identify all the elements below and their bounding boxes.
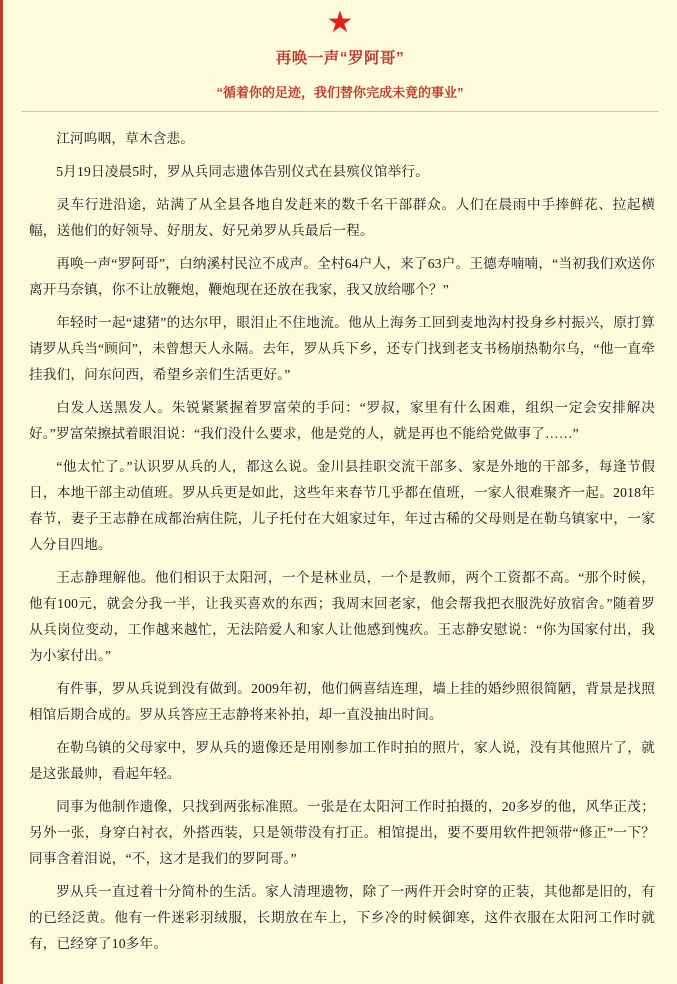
- star-logo-container: [3, 0, 677, 40]
- paragraph: 灵车行进沿途，站满了从全县各地自发赶来的数千名干部群众。人们在晨雨中手捧鲜花、拉起横幅，送他们的好领导、好朋友、好兄弟罗从兵最后一程。: [29, 197, 655, 238]
- paragraph: 5月19日凌晨5时，罗从兵同志遗体告别仪式在县殡仪馆举行。: [56, 164, 430, 179]
- paragraph: 白发人送黑发人。朱锐紧紧握着罗富荣的手问：“罗叔，家里有什么困难，组织一定会安排解决好。”罗富荣擦拭着眼泪说：“我们没什么要求，他是党的人，就是再也不能给党做事了……”: [29, 400, 655, 441]
- paragraph: 再唤一声“罗阿哥”，白纳溪村民泣不成声。全村64户人，来了63户。王德寿喃喃，“当初我们欢送你离开马奈镇，你不让放鞭炮，鞭炮现在还放在我家，我又放给哪个？”: [29, 256, 655, 297]
- paragraph: 江河呜咽，草木含悲。: [56, 131, 195, 146]
- paragraph: 有件事，罗从兵说到没有做到。2009年初，他们俩喜结连理，墙上挂的婚纱照很简陋，背景是找照相馆后期合成的。罗从兵答应王志静将来补拍，却一直没抽出时间。: [29, 681, 655, 722]
- paragraph: 同事为他制作遗像，只找到两张标准照。一张是在太阳河工作时拍摄的，20多岁的他，风华正茂；另外一张，身穿白衬衣，外搭西装，只是领带没有打正。相馆提出，要不要用软件把领带“修正”一下？同事含着泪说，“不，这才是我们的罗阿哥。”: [29, 799, 655, 866]
- paragraph: 年轻时一起“逮猪”的达尔甲，眼泪止不住地流。他从上海务工回到麦地沟村投身乡村振兴，原打算请罗从兵当“顾问”，未曾想天人永隔。去年，罗从兵下乡，还专门找到老支书杨崩热勒尔乌，“他一直牵挂我们，问东问西，希望乡亲们生活更好。”: [29, 315, 655, 382]
- page-title: 再唤一声“罗阿哥”: [275, 50, 405, 67]
- paragraph: “他太忙了。”认识罗从兵的人，都这么说。金川县挂职交流干部多、家是外地的干部多，每逢节假日，本地干部主动值班。罗从兵更是如此，这些年来春节几乎都在值班，一家人很难聚齐一起。2018年春节，妻子王志静在成都治病住院，儿子托付在大姐家过年，年过古稀的父母则是在勒乌镇家中，一家人分目四地。: [29, 459, 655, 552]
- red-star-icon: ★: [326, 6, 354, 39]
- page-subtitle: “循着你的足迹，我们替你完成未竟的事业”: [216, 85, 464, 100]
- article-body: [3, 126, 677, 984]
- paragraph: 罗从兵一直过着十分简朴的生活。家人清理遗物，除了一两件开会时穿的正装，其他都是旧的，有的已经泛黄。他有一件迷彩羽绒服，长期放在车上，下乡冷的时候御寒，这件衣服在太阳河工作时就有，已经穿了10多年。: [29, 884, 655, 951]
- paragraph: 在勒乌镇的父母家中，罗从兵的遗像还是用刚参加工作时拍的照片，家人说，没有其他照片了，就是这张最帅，看起年轻。: [29, 740, 655, 781]
- paragraph: 王志静理解他。他们相识于太阳河，一个是林业员，一个是教师，两个工资都不高。“那个时候，他有100元，就会分我一半，让我买喜欢的东西；我周末回老家，他会帮我把衣服洗好放宿舍。”随着罗从兵岗位变动，工作越来越忙，无法陪爱人和家人让他感到愧疚。王志静安慰说：“你为国家付出，我为小家付出。”: [29, 570, 655, 663]
- header-divider: [21, 111, 659, 112]
